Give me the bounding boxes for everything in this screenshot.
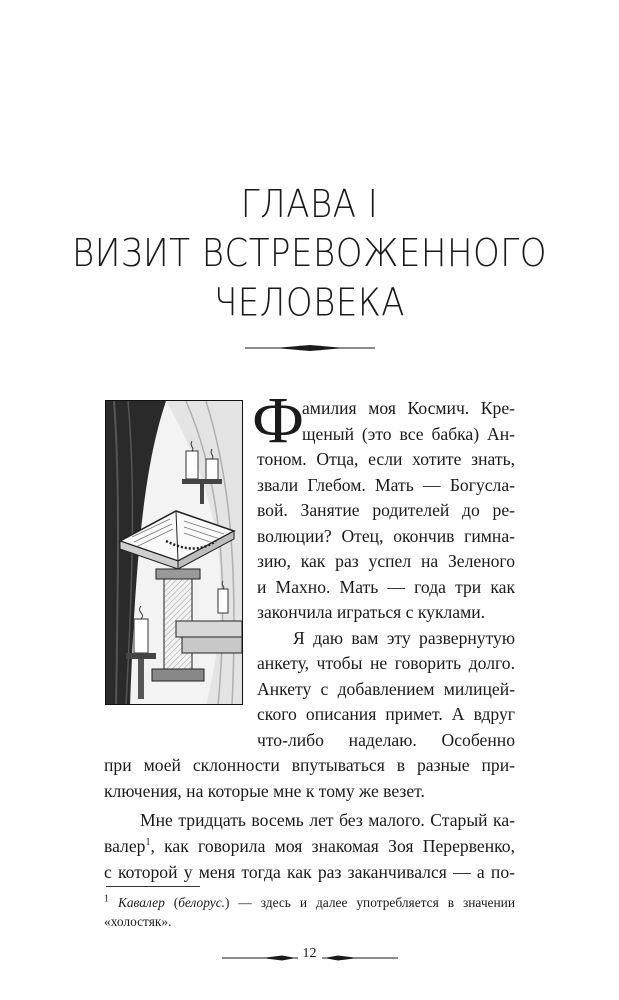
chapter-title-line-1: ВИЗИТ ВСТРЕВОЖЕННОГО [71,231,547,277]
book-and-candles-illustration [105,400,243,705]
text-line: амилия моя Космич. Кре- [302,398,515,418]
page-number: 12 [302,946,317,961]
text-line: зию, как раз успел на Зеленого [257,551,515,571]
footer-ornament-right [322,953,398,963]
text-line: ключения, на которые мне к тому же везет. [104,781,425,801]
footnote-term: Кавалер [117,895,165,910]
text-line: ского описания примет. А вдруг [257,704,515,724]
chapter-heading [60,180,559,328]
text-line: вой. Занятие родителей до ре- [257,500,515,520]
text-line: и Махно. Мать — года три как [257,577,515,597]
text-fragment: , как говорила моя знакомая Зоя Перервенко, [150,836,515,856]
footnote-rule [106,886,200,887]
text-line: закончила играться с куклами. [257,602,486,622]
footnote-lang: белорус. [178,895,225,910]
text-line: анкету, чтобы не говорить долго. [257,653,515,673]
text-line: при моей склонности впутываться в разные при- [104,755,515,775]
text-line: с которой у меня тогда как раз заканчивался — а по- [104,862,515,882]
text-fragment: валер [104,836,146,856]
text-line: волюции? Отец, окончив гимна- [257,526,515,546]
footnote-ref: 1 [145,837,151,849]
drop-cap: Ф [252,384,305,457]
text-line: что-либо наделаю. Особенно [257,730,515,750]
footnote-text: ) — здесь и далее употребляется в значении [224,895,515,910]
text-line: тоном. Отца, если хотите знать, [257,449,515,469]
title-ornament [245,342,375,354]
footnote-number: 1 [104,893,109,905]
footnote [104,893,515,931]
text-line: звали Глебом. Мать — Богусла- [257,475,515,495]
text-line [104,834,515,860]
text-line: Анкету с добавлением милицей- [257,679,515,699]
footnote-line-2: «холостяк». [104,914,172,929]
chapter-title-line-2: ЧЕЛОВЕКА [213,280,406,326]
text-line: Мне тридцать восемь лет без малого. Старый ка- [140,810,515,830]
text-line: щеный (это все бабка) Ан- [302,424,515,444]
text-line: Я даю вам эту развернутую [293,628,515,648]
footnote-line-1: $^1$ Кавалер (белорус.) — здесь и далее употребляется в значении [104,893,515,910]
chapter-number: ГЛАВА I [240,182,379,228]
